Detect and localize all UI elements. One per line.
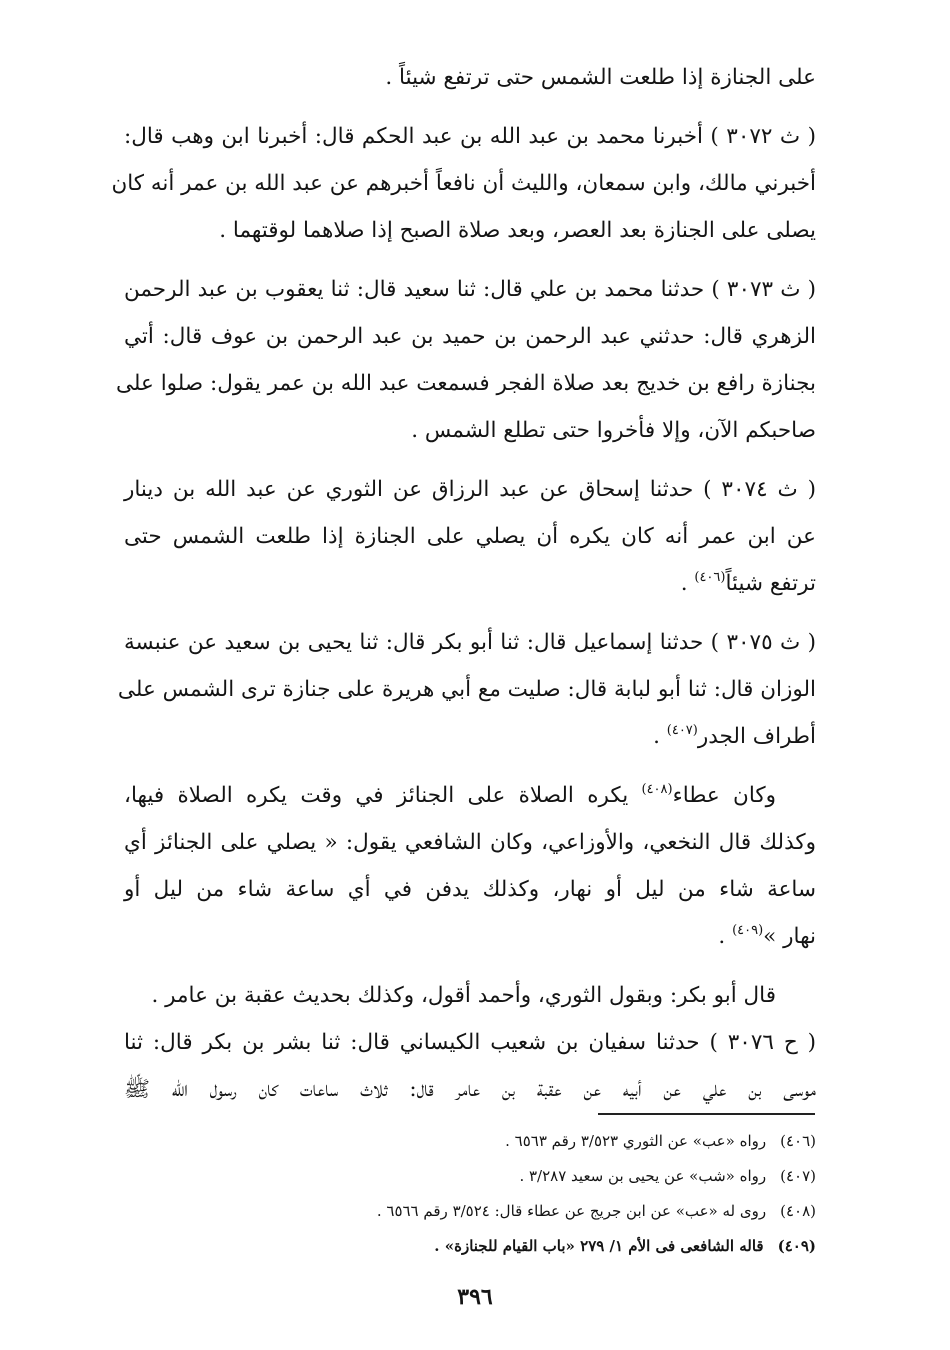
text-line: ( ث ٣٠٧٣ ) حدثنا محمد بن علي قال: ثنا سعيد قال: ثنا يعقوب بن عبد الرحمن: [124, 277, 817, 302]
text-line: ( ث ٣٠٧٥ ) حدثنا إسماعيل قال: ثنا أبو بكر قال: ثنا يحيى بن سعيد عن عنبسة: [124, 630, 817, 655]
text-line: ( ث ٣٠٧٤ ) حدثنا إسحاق عن عبد الرزاق عن الثوري عن عبد الله بن دينار: [124, 477, 816, 502]
text-line: ( ث ٣٠٧٢ ) أخبرنا محمد بن عبد الله بن عبد الحكم قال: أخبرنا ابن وهب قال:: [124, 124, 816, 149]
paragraph: [111, 113, 816, 254]
paragraph: [124, 54, 816, 101]
footnotes: [124, 1124, 816, 1264]
main-text: [111, 54, 817, 1113]
text-line: أخبرني مالك، وابن سمعان، والليث أن نافعاً أخبرهم عن عبد الله بن عمر أنه كان: [111, 171, 816, 196]
text-line: أطراف الجدر$^{(٤٠٧)}$ .: [653, 723, 816, 749]
text-line: قال أبو بكر: وبقول الثوري، وأحمد أقول، وكذلك بحديث عقبة بن عامر .: [151, 983, 776, 1008]
footnote-separator: [598, 1113, 815, 1115]
text-line: يصلى على الجنازة بعد العصر، وبعد صلاة الصبح إذا صلاهما لوقتهما .: [219, 218, 816, 243]
footnote: (٤٠٦)رواه «عب» عن الثوري ٣/٥٢٣ رقم ٦٥٦٣ .: [505, 1132, 816, 1150]
paragraph: [116, 266, 817, 454]
footnote-ref: (٤٠٩): [732, 923, 764, 938]
text-line: ساعة شاء من ليل أو نهار، وكذلك يدفن في أي ساعة شاء من ليل أو: [124, 877, 816, 902]
text-line: ترتفع شيئاً$^{(٤٠٦)}$ .: [680, 570, 816, 596]
paragraph: [124, 1019, 816, 1113]
paragraph: [124, 972, 816, 1019]
paragraph: [124, 466, 816, 607]
text-line: موسى بن علي عن أبيه عن عقبة بن عامر قال: ثلاث ساعات كان رسول الله ﷺ: [124, 1077, 816, 1102]
footnote-ref: (٤٠٧): [666, 723, 698, 738]
footnote: (٤٠٧)رواه «شب» عن يحيى بن سعيد ٣/٢٨٧ .: [519, 1167, 816, 1185]
footnote: (٤٠٨)روى له «عب» عن ابن جريج عن عطاء قال: ٣/٥٢٤ رقم ٦٥٦٦ .: [376, 1202, 816, 1220]
page-number: ٣٩٦: [457, 1284, 493, 1310]
text-line: عن ابن عمر أنه كان يكره أن يصلي على الجنازة إذا طلعت الشمس حتى: [124, 524, 816, 549]
text-line: على الجنازة إذا طلعت الشمس حتى ترتفع شيئاً .: [385, 65, 816, 90]
text-line: الوزان قال: ثنا أبو لبابة قال: صليت مع أبي هريرة على جنازة ترى الشمس على: [117, 677, 816, 702]
text-line: الزهري قال: حدثني عبد الرحمن بن حميد بن عبد الرحمن بن عوف قال: أتي: [124, 324, 816, 349]
text-line: وكذلك قال النخعي، والأوزاعي، وكان الشافعي يقول: « يصلي على الجنائز أي: [124, 830, 816, 855]
text-line: ( ح ٣٠٧٦ ) حدثنا سفيان بن شعيب الكيساني قال: ثنا بشر بن بكر قال: ثنا: [124, 1030, 816, 1055]
footnote-ref: (٤٠٦): [694, 570, 726, 585]
text-line: بجنازة رافع بن خديج بعد صلاة الفجر فسمعت عبد الله بن عمر يقول: صلوا على: [116, 371, 816, 396]
paragraph: [124, 772, 816, 960]
footnote-ref: (٤٠٨): [641, 782, 673, 797]
paragraph: [117, 619, 817, 760]
text-line: نهار »$^{(٤٠٩)}$ .: [718, 923, 816, 949]
text-line: وكان عطاء$^{(٤٠٨)}$ يكره الصلاة على الجنائز في وقت يكره الصلاة فيها،: [124, 782, 776, 808]
footnote: (٤٠٩)قاله الشافعى فى الأم ١/ ٢٧٩ «باب القيام للجنازة» .: [434, 1237, 816, 1255]
text-line: صاحبكم الآن، وإلا فأخروا حتى تطلع الشمس .: [411, 418, 816, 443]
